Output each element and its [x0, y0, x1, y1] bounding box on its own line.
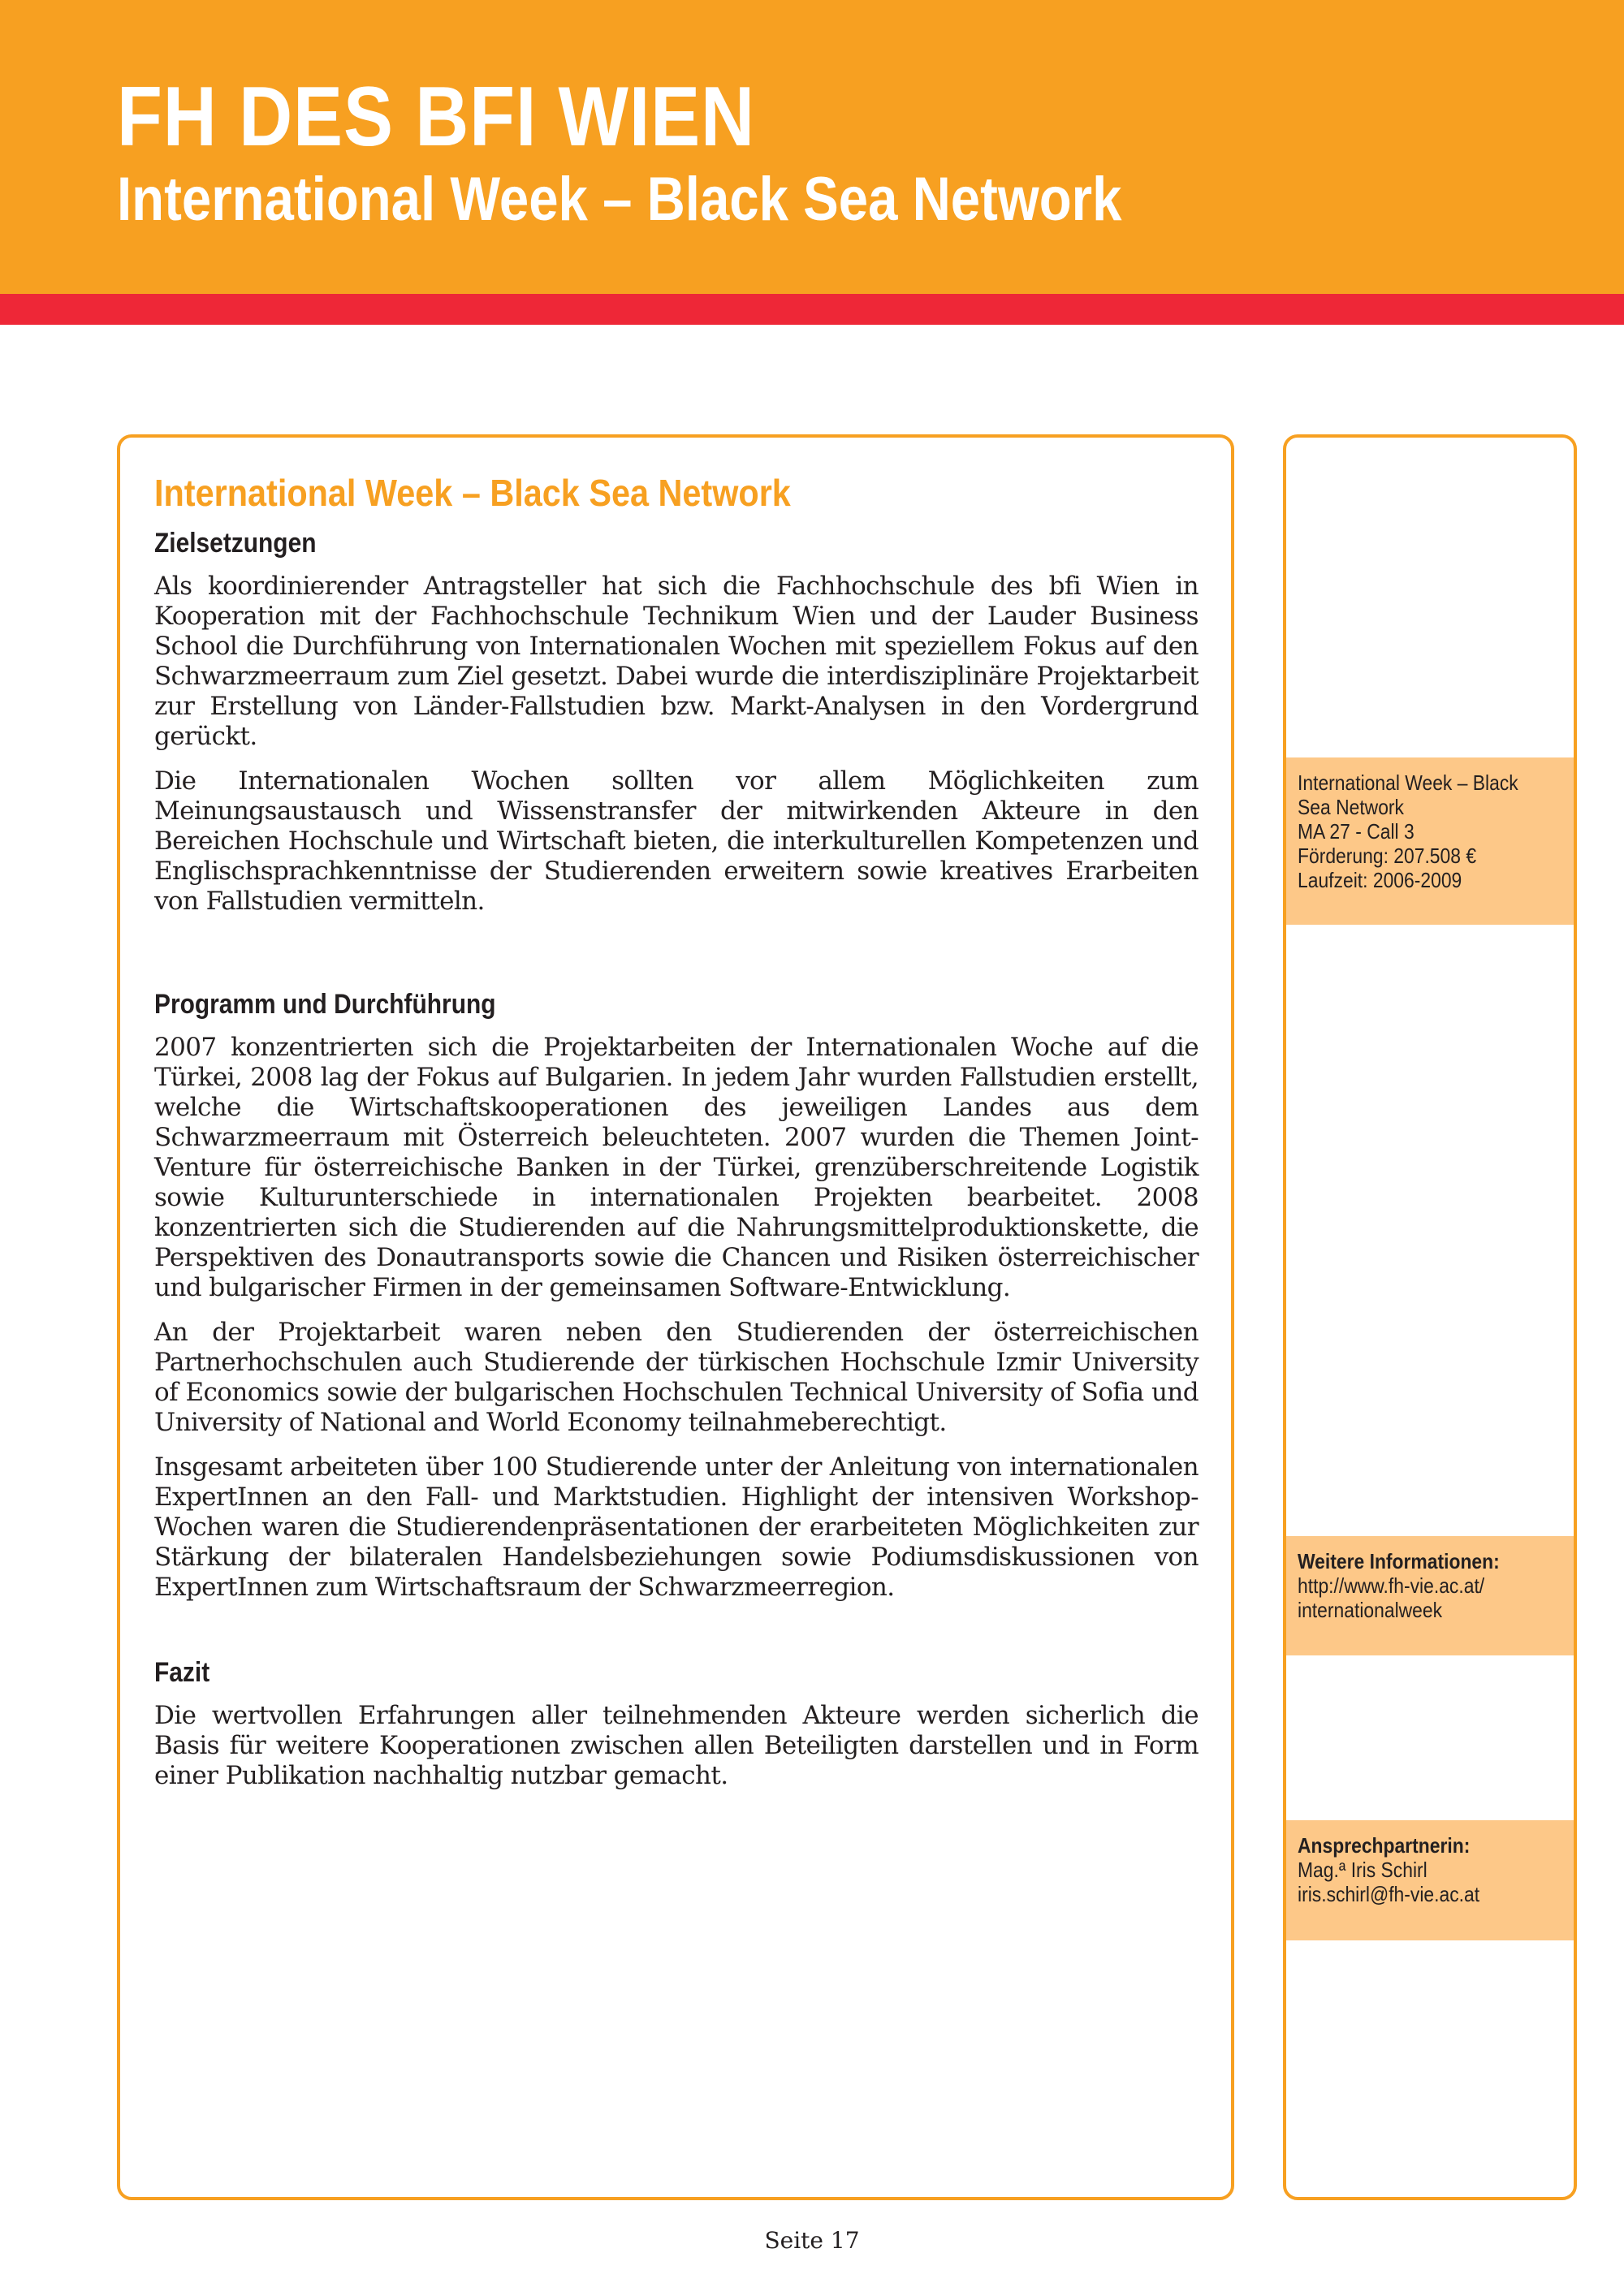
- section-heading-fazit: Fazit: [154, 1656, 210, 1688]
- page-subtitle: International Week – Black Sea Network: [117, 165, 1122, 234]
- project-info-panel: [1286, 757, 1574, 925]
- paragraph: Die Internationalen Wochen sollten vor allem Möglichkeiten zum Meinungsaustausch und Wissenstransfer der mitwirkenden Akteure in den Bereichen Hochschule und Wirtschaft bieten, die interkulturellen Kompetenzen und Englischsprachkenntnisse der Studierenden erweitern sowie kreatives Erarbeiten von Fallstudien vermitteln.: [154, 766, 1199, 916]
- main-content: [154, 471, 1199, 1806]
- contact-label: Ansprechpartnerin:: [1298, 1833, 1471, 1858]
- page-title: FH DES BFI WIEN: [117, 70, 756, 164]
- project-funding: Förderung: 207.508 €: [1298, 844, 1477, 868]
- paragraph: An der Projektarbeit waren neben den Studierenden der österreichischen Partnerhochschulen auch Studierende der türkischen Hochschule Izmir University of Economics sowie der bulgarischen Hochschulen Technical University of Sofia und University of National and World Economy teilnahmeberechtigt.: [154, 1317, 1199, 1437]
- more-info-link[interactable]: http://www.fh-vie.ac.at/: [1298, 1573, 1485, 1598]
- paragraph: Insgesamt arbeiteten über 100 Studierende unter der Anleitung von internationalen ExpertInnen an den Fall- und Marktstudien. Highlight der intensiven Workshop-Wochen waren die Studierendenpräsentationen der erarbeiteten Möglichkeiten zur Stärkung der bilateralen Handelsbeziehungen sowie Podiumsdiskussionen von ExpertInnen zum Wirtschaftsraum der Schwarzmeerregion.: [154, 1452, 1199, 1602]
- project-name-line1: International Week – Black: [1298, 770, 1518, 795]
- paragraph: 2007 konzentrierten sich die Projektarbeiten der Internationalen Woche auf die Türkei, 2008 lag der Fokus auf Bulgarien. In jedem Jahr wurden Fallstudien erstellt, welche die Wirtschaftskooperationen des jeweiligen Landes aus dem Schwarzmeerraum mit Österreich beleuchteten. 2007 wurden die Themen Joint-Venture für österreichische Banken in der Türkei, grenzüberschreitende Logistik sowie Kulturunterschiede in internationalen Projekten bearbeitet. 2008 konzentrierten sich die Studierenden auf die Nahrungsmittelproduktionskette, die Perspektiven des Donautransports sowie die Chancen und Risiken österreichischer und bulgarischer Firmen in der gemeinsamen Software-Entwicklung.: [154, 1032, 1199, 1302]
- project-duration: Laufzeit: 2006-2009: [1298, 868, 1462, 892]
- page-number: Seite 17: [764, 2227, 860, 2254]
- spacer: [154, 1617, 1199, 1656]
- contact-name: Mag.ª Iris Schirl: [1298, 1858, 1427, 1882]
- article-title: International Week – Black Sea Network: [154, 472, 791, 514]
- spacer: [154, 931, 1199, 988]
- more-info-label: Weitere Informationen:: [1298, 1549, 1500, 1573]
- more-info-link-cont[interactable]: internationalweek: [1298, 1598, 1443, 1622]
- sidebar-frame: [1283, 434, 1577, 2200]
- more-info-panel: [1286, 1536, 1574, 1655]
- contact-panel: [1286, 1820, 1574, 1940]
- paragraph: Die wertvollen Erfahrungen aller teilnehmenden Akteure werden sicherlich die Basis für weitere Kooperationen zwischen allen Beteiligten darstellen und in Form einer Publikation nachhaltig nutzbar gemacht.: [154, 1700, 1199, 1790]
- project-call: MA 27 - Call 3: [1298, 819, 1415, 844]
- section-heading-zielsetzungen: Zielsetzungen: [154, 528, 317, 559]
- section-heading-programm: Programm und Durchführung: [154, 988, 496, 1020]
- paragraph: Als koordinierender Antragsteller hat sich die Fachhochschule des bfi Wien in Kooperation mit der Fachhochschule Technikum Wien und der Lauder Business School die Durchführung von Internationalen Wochen mit speziellem Fokus auf den Schwarzmeerraum zum Ziel gesetzt. Dabei wurde die interdisziplinäre Projektarbeit zur Erstellung von Länder-Fallstudien bzw. Markt-Analysen in den Vordergrund gerückt.: [154, 571, 1199, 751]
- contact-email[interactable]: iris.schirl@fh-vie.ac.at: [1298, 1882, 1480, 1906]
- project-name-line2: Sea Network: [1298, 795, 1404, 819]
- header-stripe: [0, 294, 1624, 325]
